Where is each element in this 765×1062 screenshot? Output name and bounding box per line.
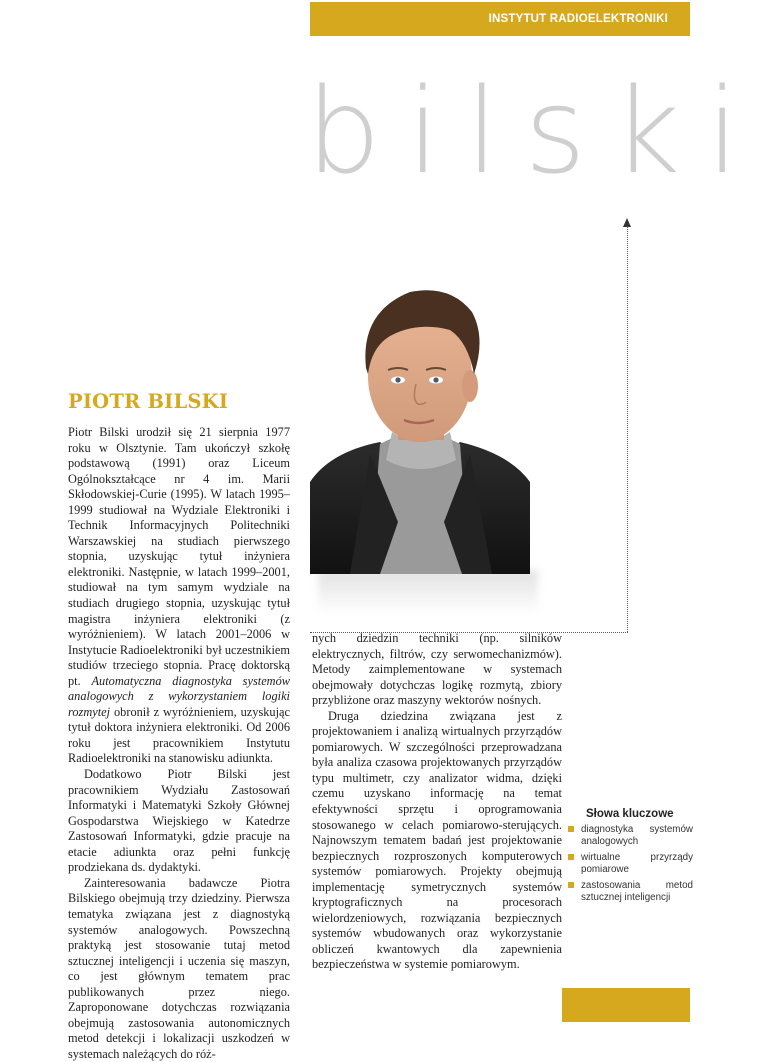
- keyword-item: [565, 824, 693, 847]
- portrait-photo: [310, 282, 530, 574]
- bio-paragraph-1-text: Piotr Bilski urodził się 21 sierpnia 1977 roku w Olsztynie. Tam ukończył szkołę podstawową (1991) oraz Liceum Ogólnokształcące nr 4 im. Marii Skłodowskiej-Curie (1995). W latach 1995–1999 studiował na Wydziale Elektroniki i Technik Informacyjnych Politechniki Warszawskiej na studiach pierwszego stopnia, uzyskując tytuł inżyniera elektroniki. Następnie, w latach 1999–2001, studiował na tym samym wydziale na studiach drugiego stopnia, uzyskując tytuł magistra inżyniera elektroniki (z wyróżnieniem). W latach 2001–2006 w Instytucie Radioelektroniki był uczestnikiem studiów trzeciego stopnia. Pracę doktorską pt.: [68, 425, 290, 688]
- bio-paragraph-1: [68, 425, 290, 767]
- bullet-square-icon: [568, 826, 574, 832]
- dotted-guide-vertical: [627, 226, 628, 632]
- biography-column-2: [312, 631, 562, 973]
- keywords-box: [565, 808, 693, 908]
- bullet-square-icon: [568, 882, 574, 888]
- institute-header-bar: [310, 2, 690, 36]
- thesis-title: Automatyczna diagnostyka systemów analogowych z wykorzystaniem logiki rozmytej: [68, 673, 290, 719]
- institute-name: INSTYTUT RADIOELEKTRONIKI: [488, 13, 668, 25]
- surname-large-title: bilski: [306, 62, 765, 200]
- keyword-text: diagnostyka systemów analogowych: [581, 824, 693, 847]
- footer-accent-bar: [562, 988, 690, 1022]
- portrait-illustration: [310, 282, 530, 574]
- bio-paragraph-4: nych dziedzin techniki (np. silników elektrycznych, filtrów, czy serwomechanizmów). Metody zaimplementowane w systemach obejmowały dotychczas logikę rozmytą, zbiory przybliżone oraz maszyny wektorów nośnych.: [312, 631, 562, 708]
- keyword-item: [565, 852, 693, 875]
- keyword-item: [565, 880, 693, 903]
- bio-paragraph-5: Druga dziedzina związana jest z projektowaniem i analizą wirtualnych przyrządów pomiarowych. W szczególności przeprowadzana była analiza czasowa projektowanych przyrządów typu multimetr, czy analizator widma, dzięki czemu uzyskano informację na temat efektywności sprzętu i oprogramowania stosowanego w celach pomiarowo-sterujących. Najnowszym tematem badań jest projektowanie bezpiecznych rozproszonych komputerowych systemów pomiarowych. Projekty obejmują implementację symetrycznych systemów kryptograficznych na procesorach wielordzeniowych, rozwiązania bezpiecznych systemów wbudowanych oraz wykorzystanie obliczeń kwantowych dla zapewnienia bezpieczeństwa w systemie pomiarowym.: [312, 708, 562, 972]
- keyword-text: zastosowania metod sztucznej inteligencji: [581, 880, 693, 903]
- keywords-title: Słowa kluczowe: [586, 808, 674, 820]
- bio-paragraph-1-end: obronił z wyróżnieniem, uzyskując tytuł doktora inżyniera elektroniki. Od 2006 roku jest pracownikiem Instytutu Radioelektroniki na stanowisku adiunkta.: [68, 704, 290, 766]
- biography-column-1: [68, 425, 290, 1062]
- person-name-heading: PIOTR BILSKI: [68, 390, 229, 413]
- keyword-text: wirtualne przyrządy pomiarowe: [581, 852, 693, 875]
- bullet-square-icon: [568, 854, 574, 860]
- photo-shadow: [318, 570, 538, 614]
- bio-paragraph-3: Zainteresowania badawcze Piotra Bilskiego obejmują trzy dziedziny. Pierwsza tematyka związana jest z diagnostyką systemów analogowych. Powszechną praktyką jest stosowanie tutaj metod sztucznej inteligencji i uczenia się maszyn, co jest głównym tematem prac publikowanych przez niego. Zaproponowane dotychczas rozwiązania obejmują zastosowania autonomicznych metod detekcji i lokalizacji uszkodzeń w systemach należących do róż-: [68, 875, 290, 1061]
- bio-paragraph-2: Dodatkowo Piotr Bilski jest pracownikiem Wydziału Zastosowań Informatyki i Matematyki Szkoły Głównej Gospodarstwa Wiejskiego w Katedrze Zastosowań Informatyki, gdzie pracuje na etacie adiunkta oraz pełni funkcję prodziekana ds. dydaktyki.: [68, 767, 290, 875]
